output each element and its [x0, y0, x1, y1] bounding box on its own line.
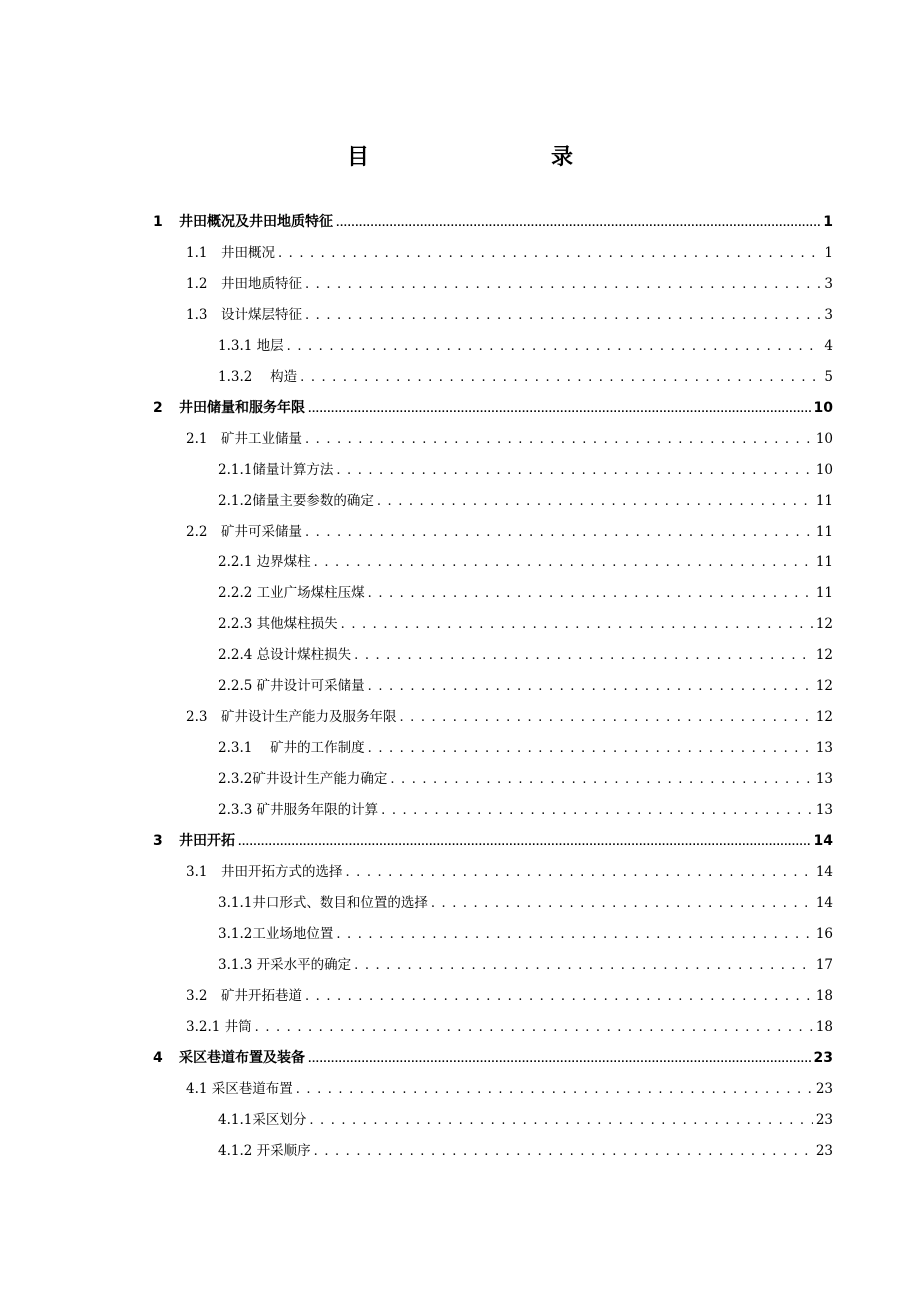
toc-entry-label: 3.1 井田开拓方式的选择 [186, 863, 343, 880]
toc-entry-label: 2.3 矿井设计生产能力及服务年限 [186, 709, 397, 726]
toc-entry-page-number: 12 [815, 616, 833, 633]
toc-entry[interactable] [186, 1074, 833, 1105]
toc-entry[interactable] [218, 888, 833, 919]
toc-entry-page-number: 13 [815, 802, 833, 819]
toc-entry[interactable] [218, 609, 833, 640]
toc-entry-page-number: 13 [815, 771, 833, 788]
toc-entry[interactable] [218, 331, 833, 362]
toc-entry[interactable] [218, 455, 833, 486]
toc-entry-label: 4.1.2 开采顺序 [218, 1142, 311, 1159]
toc-entry-page-number: 14 [815, 863, 833, 880]
toc-entry-label: 1.1 井田概况 [186, 244, 275, 261]
toc-entry-page-number: 23 [815, 1080, 833, 1097]
toc-entry-label: 2.3.1 矿井的工作制度 [218, 740, 365, 757]
toc-entry-page-number: 3 [824, 306, 833, 323]
dot-leader [314, 1136, 813, 1167]
toc-entry-label: 井田储量和服务年限 [179, 399, 305, 416]
toc-entry-page-number: 12 [815, 678, 833, 695]
dot-leader [336, 455, 812, 486]
dot-leader [238, 826, 811, 859]
toc-entry-number: 3 [153, 833, 163, 849]
toc-entry[interactable] [218, 1136, 833, 1167]
dot-leader [336, 919, 812, 950]
toc-entry-page-number: 23 [815, 1111, 833, 1128]
toc-entry-page-number: 18 [815, 987, 833, 1004]
toc-entry[interactable] [186, 702, 833, 733]
dot-leader [381, 795, 813, 826]
dot-leader [305, 517, 813, 548]
dot-leader [308, 1043, 811, 1076]
toc-entry-page-number: 10 [815, 430, 833, 447]
toc-entry-page-number: 18 [815, 1018, 833, 1035]
dot-leader [255, 1012, 813, 1043]
dot-leader [287, 331, 822, 362]
toc-entry-page-number: 3 [824, 275, 833, 292]
dot-leader [305, 424, 813, 455]
toc-entry-label: 2.3.2矿井设计生产能力确定 [218, 771, 388, 788]
toc-entry-page-number: 23 [815, 1142, 833, 1159]
toc-entry[interactable] [218, 486, 833, 517]
toc-entry-label: 3.1.1井口形式、数目和位置的选择 [218, 894, 428, 911]
toc-entry-label: 井田开拓 [179, 833, 235, 849]
toc-entry[interactable] [186, 981, 833, 1012]
toc-entry[interactable] [153, 393, 833, 424]
toc-entry[interactable] [186, 857, 833, 888]
toc-entry[interactable] [186, 1012, 833, 1043]
toc-entry-number: 2 [153, 399, 163, 416]
toc-entry-label: 3.1.2工业场地位置 [218, 925, 334, 942]
toc-entry-label: 2.3.3 矿井服务年限的计算 [218, 802, 379, 819]
dot-leader [341, 609, 813, 640]
toc-entry-label: 3.2.1 井筒 [186, 1018, 252, 1035]
toc-entry-number: 1 [153, 214, 163, 230]
toc-entry-label: 4.1 采区巷道布置 [186, 1080, 293, 1097]
dot-leader [300, 362, 821, 393]
dot-leader [305, 269, 821, 300]
dot-leader [368, 733, 813, 764]
toc-entry-number: 4 [153, 1049, 163, 1066]
toc-entry-label: 1.3.2 构造 [218, 368, 298, 385]
toc-entry-page-number: 14 [813, 833, 833, 849]
toc-entry[interactable] [186, 269, 833, 300]
toc-entry-label: 2.2 矿井可采储量 [186, 523, 302, 540]
toc-entry-page-number: 1 [823, 214, 833, 230]
dot-leader [314, 547, 813, 578]
toc-entry-label: 1.2 井田地质特征 [186, 275, 302, 292]
toc-entry-label: 2.2.4 总设计煤柱损失 [218, 647, 352, 664]
toc-entry-page-number: 17 [815, 956, 833, 973]
toc-entry[interactable] [186, 424, 833, 455]
toc-entry[interactable] [218, 950, 833, 981]
toc-entry-label: 2.2.1 边界煤柱 [218, 554, 311, 571]
toc-entry-label: 3.2 矿井开拓巷道 [186, 987, 302, 1004]
toc-entry-page-number: 11 [815, 492, 833, 509]
toc-entry-page-number: 11 [815, 554, 833, 571]
dot-leader [345, 857, 812, 888]
toc-entry[interactable] [153, 1043, 833, 1074]
toc-entry-label: 2.1.2储量主要参数的确定 [218, 492, 374, 509]
toc-entry-label: 2.1 矿井工业储量 [186, 430, 302, 447]
toc-entry[interactable] [218, 919, 833, 950]
dot-leader [354, 950, 813, 981]
toc-entry-label: 井田概况及井田地质特征 [179, 214, 333, 230]
dot-leader [336, 207, 820, 240]
toc-entry[interactable] [153, 826, 833, 857]
toc-entry-label: 2.2.3 其他煤柱损失 [218, 616, 338, 633]
toc-entry-label: 2.2.5 矿井设计可采储量 [218, 678, 365, 695]
dot-leader [296, 1074, 813, 1105]
toc-entry[interactable] [218, 578, 833, 609]
dot-leader [305, 981, 813, 1012]
toc-entry-page-number: 14 [815, 894, 833, 911]
toc-entry-page-number: 16 [815, 925, 833, 942]
dot-leader [377, 486, 813, 517]
toc-entry-page-number: 11 [815, 523, 833, 540]
toc-entry[interactable] [186, 238, 833, 269]
toc-entry[interactable] [218, 795, 833, 826]
toc-entry-page-number: 10 [813, 399, 833, 416]
page-title: 目 录 [346, 145, 619, 170]
toc-entry-label: 1.3 设计煤层特征 [186, 306, 302, 323]
toc-entry-page-number: 5 [824, 368, 833, 385]
toc-entry[interactable] [218, 733, 833, 764]
toc-entry-label: 1.3.1 地层 [218, 337, 284, 354]
dot-leader [305, 300, 821, 331]
toc-entry-label: 3.1.3 开采水平的确定 [218, 956, 352, 973]
dot-leader [368, 671, 813, 702]
dot-leader [368, 578, 813, 609]
toc-entry-page-number: 12 [815, 647, 833, 664]
toc-entry[interactable] [218, 764, 833, 795]
toc-entry-label: 4.1.1采区划分 [218, 1111, 307, 1128]
toc-entry-label: 2.1.1储量计算方法 [218, 461, 334, 478]
toc-entry[interactable] [218, 640, 833, 671]
toc-entry-page-number: 4 [824, 337, 833, 354]
dot-leader [309, 1105, 812, 1136]
dot-leader [278, 238, 821, 269]
toc-entry[interactable] [186, 517, 833, 548]
toc-entry[interactable] [153, 207, 833, 238]
toc-entry-page-number: 11 [815, 585, 833, 602]
dot-leader [431, 888, 813, 919]
dot-leader [308, 393, 811, 426]
dot-leader [399, 702, 812, 733]
toc-entry-page-number: 1 [824, 244, 833, 261]
toc-entry-page-number: 12 [815, 709, 833, 726]
toc-entry-label: 采区巷道布置及装备 [179, 1049, 305, 1066]
toc-entry[interactable] [186, 300, 833, 331]
toc-entry[interactable] [218, 547, 833, 578]
toc-entry[interactable] [218, 362, 833, 393]
toc-entry[interactable] [218, 1105, 833, 1136]
toc-entry-label: 2.2.2 工业广场煤柱压煤 [218, 585, 365, 602]
dot-leader [354, 640, 813, 671]
toc-entry-page-number: 23 [813, 1049, 833, 1066]
dot-leader [390, 764, 812, 795]
toc-entry[interactable] [218, 671, 833, 702]
toc-entry-page-number: 10 [815, 461, 833, 478]
toc-entry-page-number: 13 [815, 740, 833, 757]
